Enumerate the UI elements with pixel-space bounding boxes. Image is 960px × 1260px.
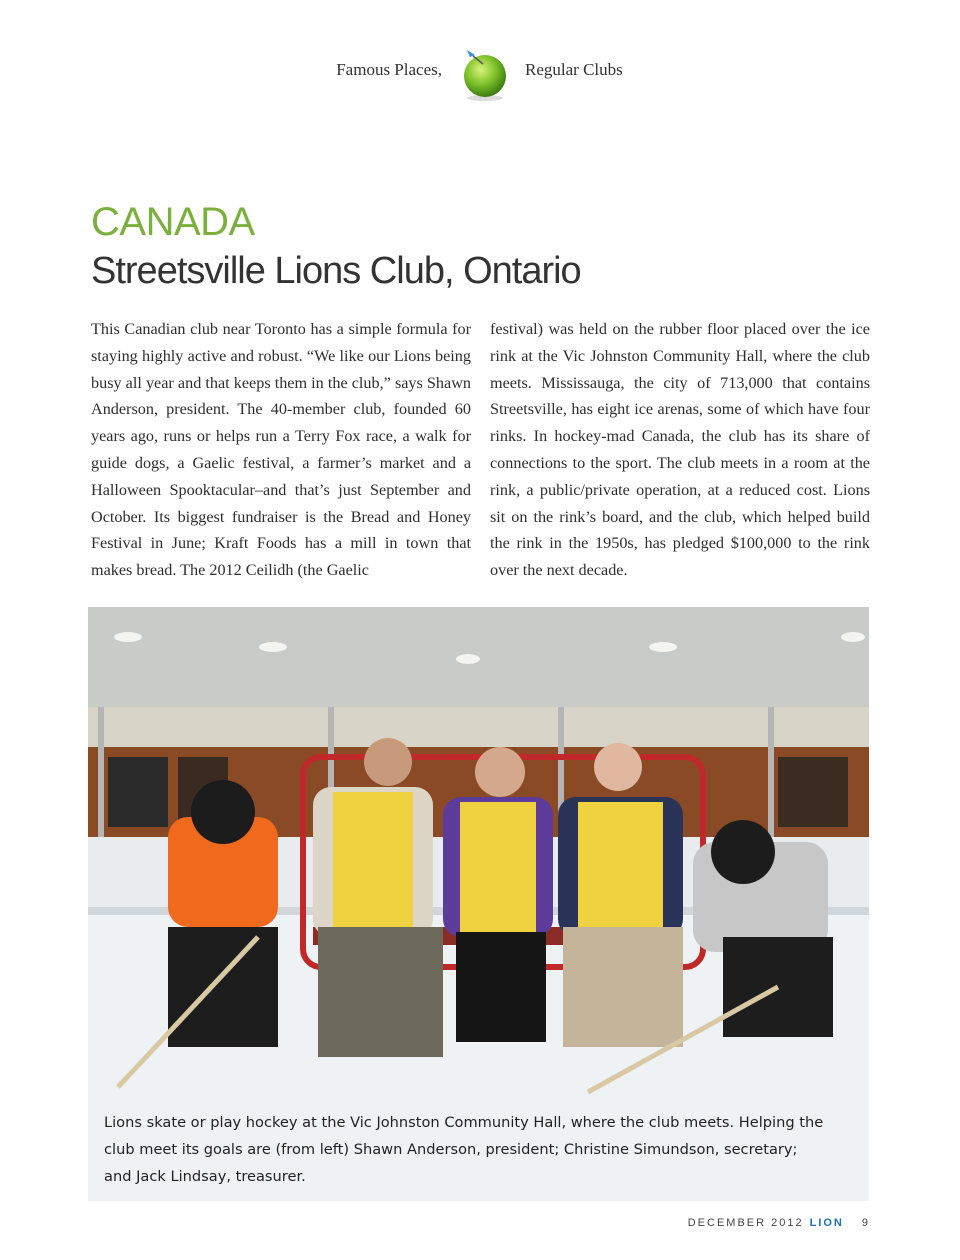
issue-date: DECEMBER 2012 — [687, 1217, 804, 1229]
globe-dart-icon — [455, 46, 511, 102]
article-title: Streetsville Lions Club, Ontario — [91, 250, 581, 292]
page-number: 9 — [861, 1217, 870, 1229]
article-column-2: festival) was held on the rubber floor placed over the ice rink at the Vic Johnston Community Hall, where the club meets. Mississauga, the city of 713,000 that contains Streetsville, has eight ice arenas, some of which have four rinks. In hockey-mad Canada, the club has its share of connections to the sport. The club meets in a room at the rink, a public/private operation, at a reduced cost. Lions sit on the rink’s board, and the club, which helped build the rink in the 1950s, has pledged $100,000 to the rink over the next decade. — [490, 320, 870, 580]
header-left-text: Famous Places, — [336, 60, 442, 79]
section-title: CANADA — [91, 200, 255, 244]
article-column-1: This Canadian club near Toronto has a simple formula for staying highly active and robust. “We like our Lions being busy all year and that keeps them in the club,” says Shawn Anderson, president. The 40-member club, founded 60 years ago, runs or helps run a Terry Fox race, a walk for guide dogs, a Gaelic festival, a farmer’s market and a Halloween Spooktacular–and that’s just September and October. Its biggest fundraiser is the Bread and Honey Festival in June; Kraft Foods has a mill in town that makes bread. The 2012 Ceilidh (the Gaelic — [91, 320, 471, 580]
page-header — [0, 38, 960, 108]
header-right-text: Regular Clubs — [525, 60, 623, 79]
photo-caption: Lions skate or play hockey at the Vic Johnston Community Hall, where the club meets. Helping the club meet its goals are (from left) Shawn Anderson, president; Christine Simundson, secretary; and Jack Lindsay, treasurer. — [104, 1114, 824, 1185]
magazine-brand: LION — [809, 1217, 844, 1229]
page-footer — [688, 1217, 870, 1229]
article-photo — [88, 607, 869, 1201]
